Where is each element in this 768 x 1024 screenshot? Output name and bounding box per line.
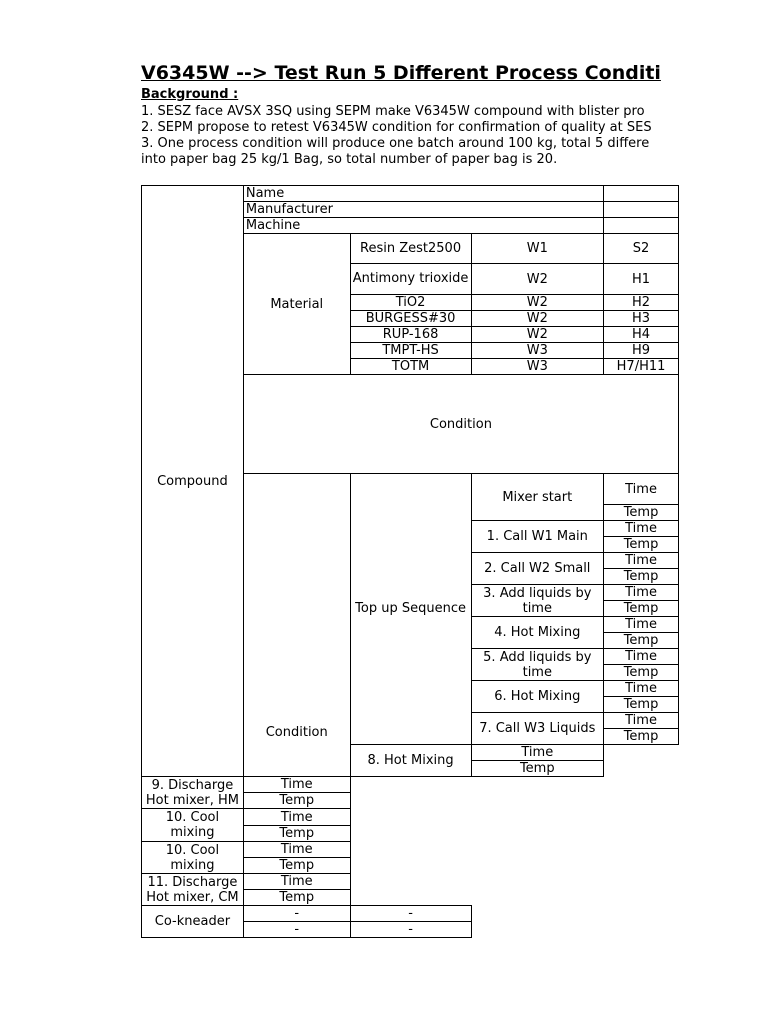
temp-label: Temp [604,729,679,745]
step-label: 8. Hot Mixing [350,745,471,777]
time-label: Time [243,874,350,890]
background-heading: Background : [141,87,239,102]
document-title: V6345W --> Test Run 5 Different Process Conditi [141,62,661,84]
background-line-1: 1. SESZ face AVSX 3SQ using SEPM make V6345W compound with blister pro [141,104,645,119]
material-code: H7/H11 [604,359,679,375]
step-label: 6. Hot Mixing [471,681,604,713]
time-label: Time [604,617,679,633]
step-label: 11. Discharge Hot mixer, CM [142,874,244,906]
step-label: 10. Cool mixing [142,842,244,874]
material-code: H3 [604,311,679,327]
background-line-3: 3. One process condition will produce one batch around 100 kg, total 5 differe [141,136,650,151]
material-name: TiO2 [350,295,471,311]
temp-label: Temp [471,761,604,777]
material-code: S2 [604,234,679,264]
step-label: 10. Cool mixing [142,809,244,842]
temp-label: Temp [604,633,679,649]
compound-cell: Compound [142,186,244,777]
condition-label: Condition [243,474,350,777]
material-weigher: W2 [471,311,604,327]
time-label: Time [471,745,604,761]
time-label: Time [604,474,679,505]
temp-label: Temp [243,793,350,809]
temp-label: Temp [604,505,679,521]
material-weigher: W2 [471,264,604,295]
temp-label: Temp [604,569,679,585]
material-name: BURGESS#30 [350,311,471,327]
material-name: RUP-168 [350,327,471,343]
machine-label: Machine [243,218,603,234]
step-label: 9. Discharge Hot mixer, HM [142,777,244,809]
manufacturer-label: Manufacturer [243,202,603,218]
background-line-4: into paper bag 25 kg/1 Bag, so total number of paper bag is 20. [141,152,558,167]
time-label: Time [604,521,679,537]
material-label: Material [243,234,350,375]
time-label: Time [604,681,679,697]
step-label: Mixer start [471,474,604,521]
dash-cell: - [350,922,471,938]
material-code: H2 [604,295,679,311]
name-label: Name [243,186,603,202]
material-weigher: W3 [471,343,604,359]
step-label: 7. Call W3 Liquids [471,713,604,745]
dash-cell: - [243,906,350,922]
step-label: 3. Add liquids by time [471,585,604,617]
time-label: Time [604,553,679,569]
temp-label: Temp [243,858,350,874]
material-name: Resin Zest2500 [350,234,471,264]
co-kneader-label: Co-kneader [142,906,244,938]
dash-cell: - [350,906,471,922]
topup-sequence-label: Top up Sequence [350,474,471,745]
material-name: Antimony trioxide [350,264,471,295]
material-name: TMPT-HS [350,343,471,359]
time-label: Time [243,842,350,858]
time-label: Time [243,777,350,793]
temp-label: Temp [604,537,679,553]
temp-label: Temp [243,890,350,906]
time-label: Time [604,585,679,601]
background-line-2: 2. SEPM propose to retest V6345W condition for confirmation of quality at SES [141,120,652,135]
process-condition-table [141,185,679,938]
material-weigher: W2 [471,327,604,343]
name-value [604,186,679,202]
material-weigher: W2 [471,295,604,311]
dash-cell: - [243,922,350,938]
step-label: 5. Add liquids by time [471,649,604,681]
material-code: H4 [604,327,679,343]
time-label: Time [243,809,350,826]
condition-header: Condition [243,375,678,474]
step-label: 4. Hot Mixing [471,617,604,649]
step-label: 1. Call W1 Main [471,521,604,553]
material-code: H9 [604,343,679,359]
temp-label: Temp [604,601,679,617]
step-label: 2. Call W2 Small [471,553,604,585]
process-table-wrapper [141,185,679,937]
temp-label: Temp [604,697,679,713]
machine-value [604,218,679,234]
manufacturer-value [604,202,679,218]
material-weigher: W1 [471,234,604,264]
material-code: H1 [604,264,679,295]
time-label: Time [604,713,679,729]
material-name: TOTM [350,359,471,375]
temp-label: Temp [243,826,350,842]
temp-label: Temp [604,665,679,681]
material-weigher: W3 [471,359,604,375]
time-label: Time [604,649,679,665]
